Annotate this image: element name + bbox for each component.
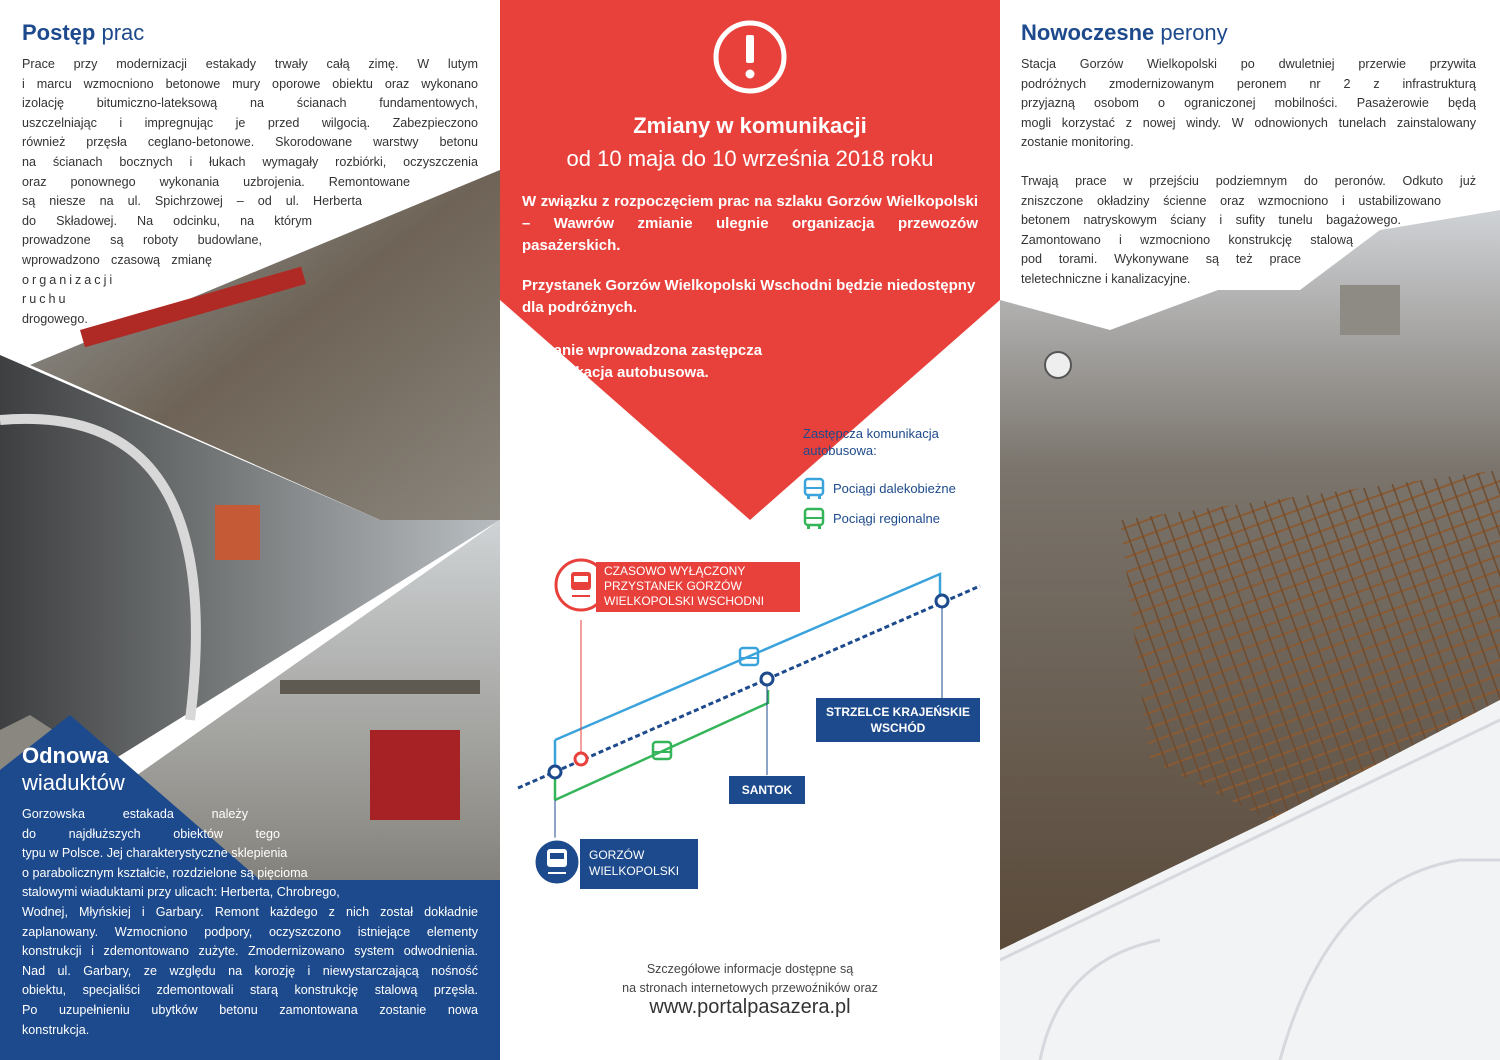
footer-line: Szczegółowe informacje dostępne są [646,962,854,976]
renewal-line: Gorzowska estakada należy [22,807,248,821]
gorzow-label-text [589,847,679,879]
progress-title: Postęp prac [22,20,145,45]
santok-label: SANTOK [729,776,805,804]
bus-icon-green [803,507,827,531]
platforms-title: Nowoczesne perony [1021,20,1228,45]
platforms-text-b [1021,172,1476,290]
progress-line: organizacji ruchu [22,272,116,307]
progress-line: drogowego. [22,311,88,326]
right-panel [1000,0,1500,1060]
renewal-line: obiektu, specjaliści zdemontowali starą konstrukcję stalową przęsła. [22,983,478,998]
legend-title-line: autobusowa: [803,443,877,458]
legend-regional: Pociągi regionalne [833,511,940,526]
platforms-line: przyjazną osobom o ograniczonej mobilności. Pasażerowie będą [1021,96,1476,111]
renewal-line: konstrukcja. [22,1022,90,1037]
renewal-line: konstrukcji i zdemontowano zużyte. Zmodernizowano system odwodnienia. [22,944,478,959]
gorzow-line: WIELKOPOLSKI [589,864,680,878]
renewal-line: typu w Polsce. Jej charakterystyczne sklepienia [22,846,288,861]
renewal-line: Po uzupełnieniu ubytków betonu zamontowana zostanie nowa [22,1002,478,1017]
platforms-line: podróżnych zmodernizowanym peronem nr 2 z infrastrukturą [1021,76,1476,91]
platforms-line: Trwają prace w przejściu podziemnym do peronów. Odkuto już [1021,174,1476,188]
progress-line: uszczelniając i impregnując je przed wilgocią. Zabezpieczono [22,115,478,130]
progress-line: wprowadzono czasową zmianę [22,252,212,267]
progress-line: izolację bitumiczno-lateksową na ścianach fundamentowych, [22,96,478,111]
progress-line: prowadzone są roboty budowlane, [22,233,262,248]
progress-line: oraz ponownego wykonania uzbrojenia. Remontowane [22,174,410,189]
left-panel [0,0,500,1060]
renewal-line: do najdłuższych obiektów tego [22,826,280,841]
renewal-line: stalowymi wiaduktami przy ulicach: Herberta, Chrobrego, [22,885,340,900]
platforms-line: zostanie monitoring. [1021,135,1134,150]
website-link[interactable]: www.portalpasazera.pl [649,996,851,1018]
info-paragraph-1: W związku z rozpoczęciem prac na szlaku Gorzów Wielkopolski – Wawrów zmianie ulegnie organizacja przewozów pasażerskich. [522,193,978,254]
platforms-text-a [1021,55,1476,153]
station-santok-dot [761,673,773,685]
progress-line: również przęsła ceglano-betonowe. Skorodowane warstwy betonu [22,135,478,150]
progress-text [22,55,478,329]
station-gorzow-dot [549,766,561,778]
legend-title-line: Zastępcza komunikacja [803,426,939,441]
closed-station-line: PRZYSTANEK GORZÓW [604,579,742,593]
footer-info [500,960,1000,998]
platforms-line: betonem natryskowym ściany i sufity tunelu bagażowego. [1021,213,1401,228]
closed-station-line: WIELKOPOLSKI WSCHODNI [604,594,765,608]
middle-panel [500,0,1000,1060]
progress-line: do Składowej. Na odcinku, na którym [22,213,312,228]
strzelce-line: WSCHÓD [870,721,926,735]
info-paragraph-3: Zostanie wprowadzona zastępcza komunikacja autobusowa. [522,342,763,381]
platforms-line: teletechniczne i kanalizacyjne. [1021,271,1191,286]
renewal-text [22,805,478,1040]
station-closed-dot [575,753,587,765]
strzelce-line: STRZELCE KRAJEŃSKIE [825,705,971,719]
progress-line: na ścianach bocznych i łukach wymagały rozbiórki, oczyszczenia [22,154,478,169]
main-heading: Zmiany w komunikacji [633,113,867,138]
platforms-line: mogli korzystać z nowej windy. W odnowionych tunelach zainstalowany [1021,115,1476,130]
platforms-line: Zamontowano i wzmocniono konstrukcję stalową [1021,232,1353,247]
renewal-line: Wodnej, Młyńskiej i Garbary. Remont każdego z nich został dokładnie [22,904,478,919]
info-paragraph-2: Przystanek Gorzów Wielkopolski Wschodni będzie niedostępny dla podróżnych. [522,277,976,316]
closed-station-text [604,564,764,609]
renewal-line: Nad ul. Garbary, ze względu na korozję i niewystarczającą nośność [22,963,478,978]
legend-long-distance: Pociągi dalekobieżne [833,481,956,496]
renewal-line: zaplanowany. Wzmocniono podpory, oczyszczono istniejące elementy [22,924,478,939]
date-heading: od 10 maja do 10 września 2018 roku [566,146,934,171]
progress-line: i marcu wzmocniono betonowe mury oporowe obiektu oraz wykonano [22,76,478,91]
strzelce-label [816,698,980,742]
renewal-title: Odnowa wiaduktów [22,743,125,795]
platforms-line: Stacja Gorzów Wielkopolski po dwuletniej przerwie przywita [1021,57,1476,71]
legend-title [803,425,939,459]
station-strzelce-dot [936,595,948,607]
closed-station-line: CZASOWO WYŁĄCZONY [604,564,746,578]
footer-line: na stronach internetowych przewoźników oraz [622,981,878,995]
progress-line: są niesze na ul. Spichrzowej – od ul. Herberta [22,194,362,209]
bus-icon-blue [803,477,827,501]
progress-line: Prace przy modernizacji estakady trwały całą zimę. W lutym [22,57,478,71]
renewal-line: o parabolicznym kształcie, rozdzielone są pięcioma [22,865,308,880]
platforms-line: zniszczone okładziny ścienne oraz wzmocniono i ustabilizowano [1021,193,1441,208]
gorzow-line: GORZÓW [589,848,645,862]
platforms-line: pod torami. Wykonywane są też prace [1021,252,1301,267]
